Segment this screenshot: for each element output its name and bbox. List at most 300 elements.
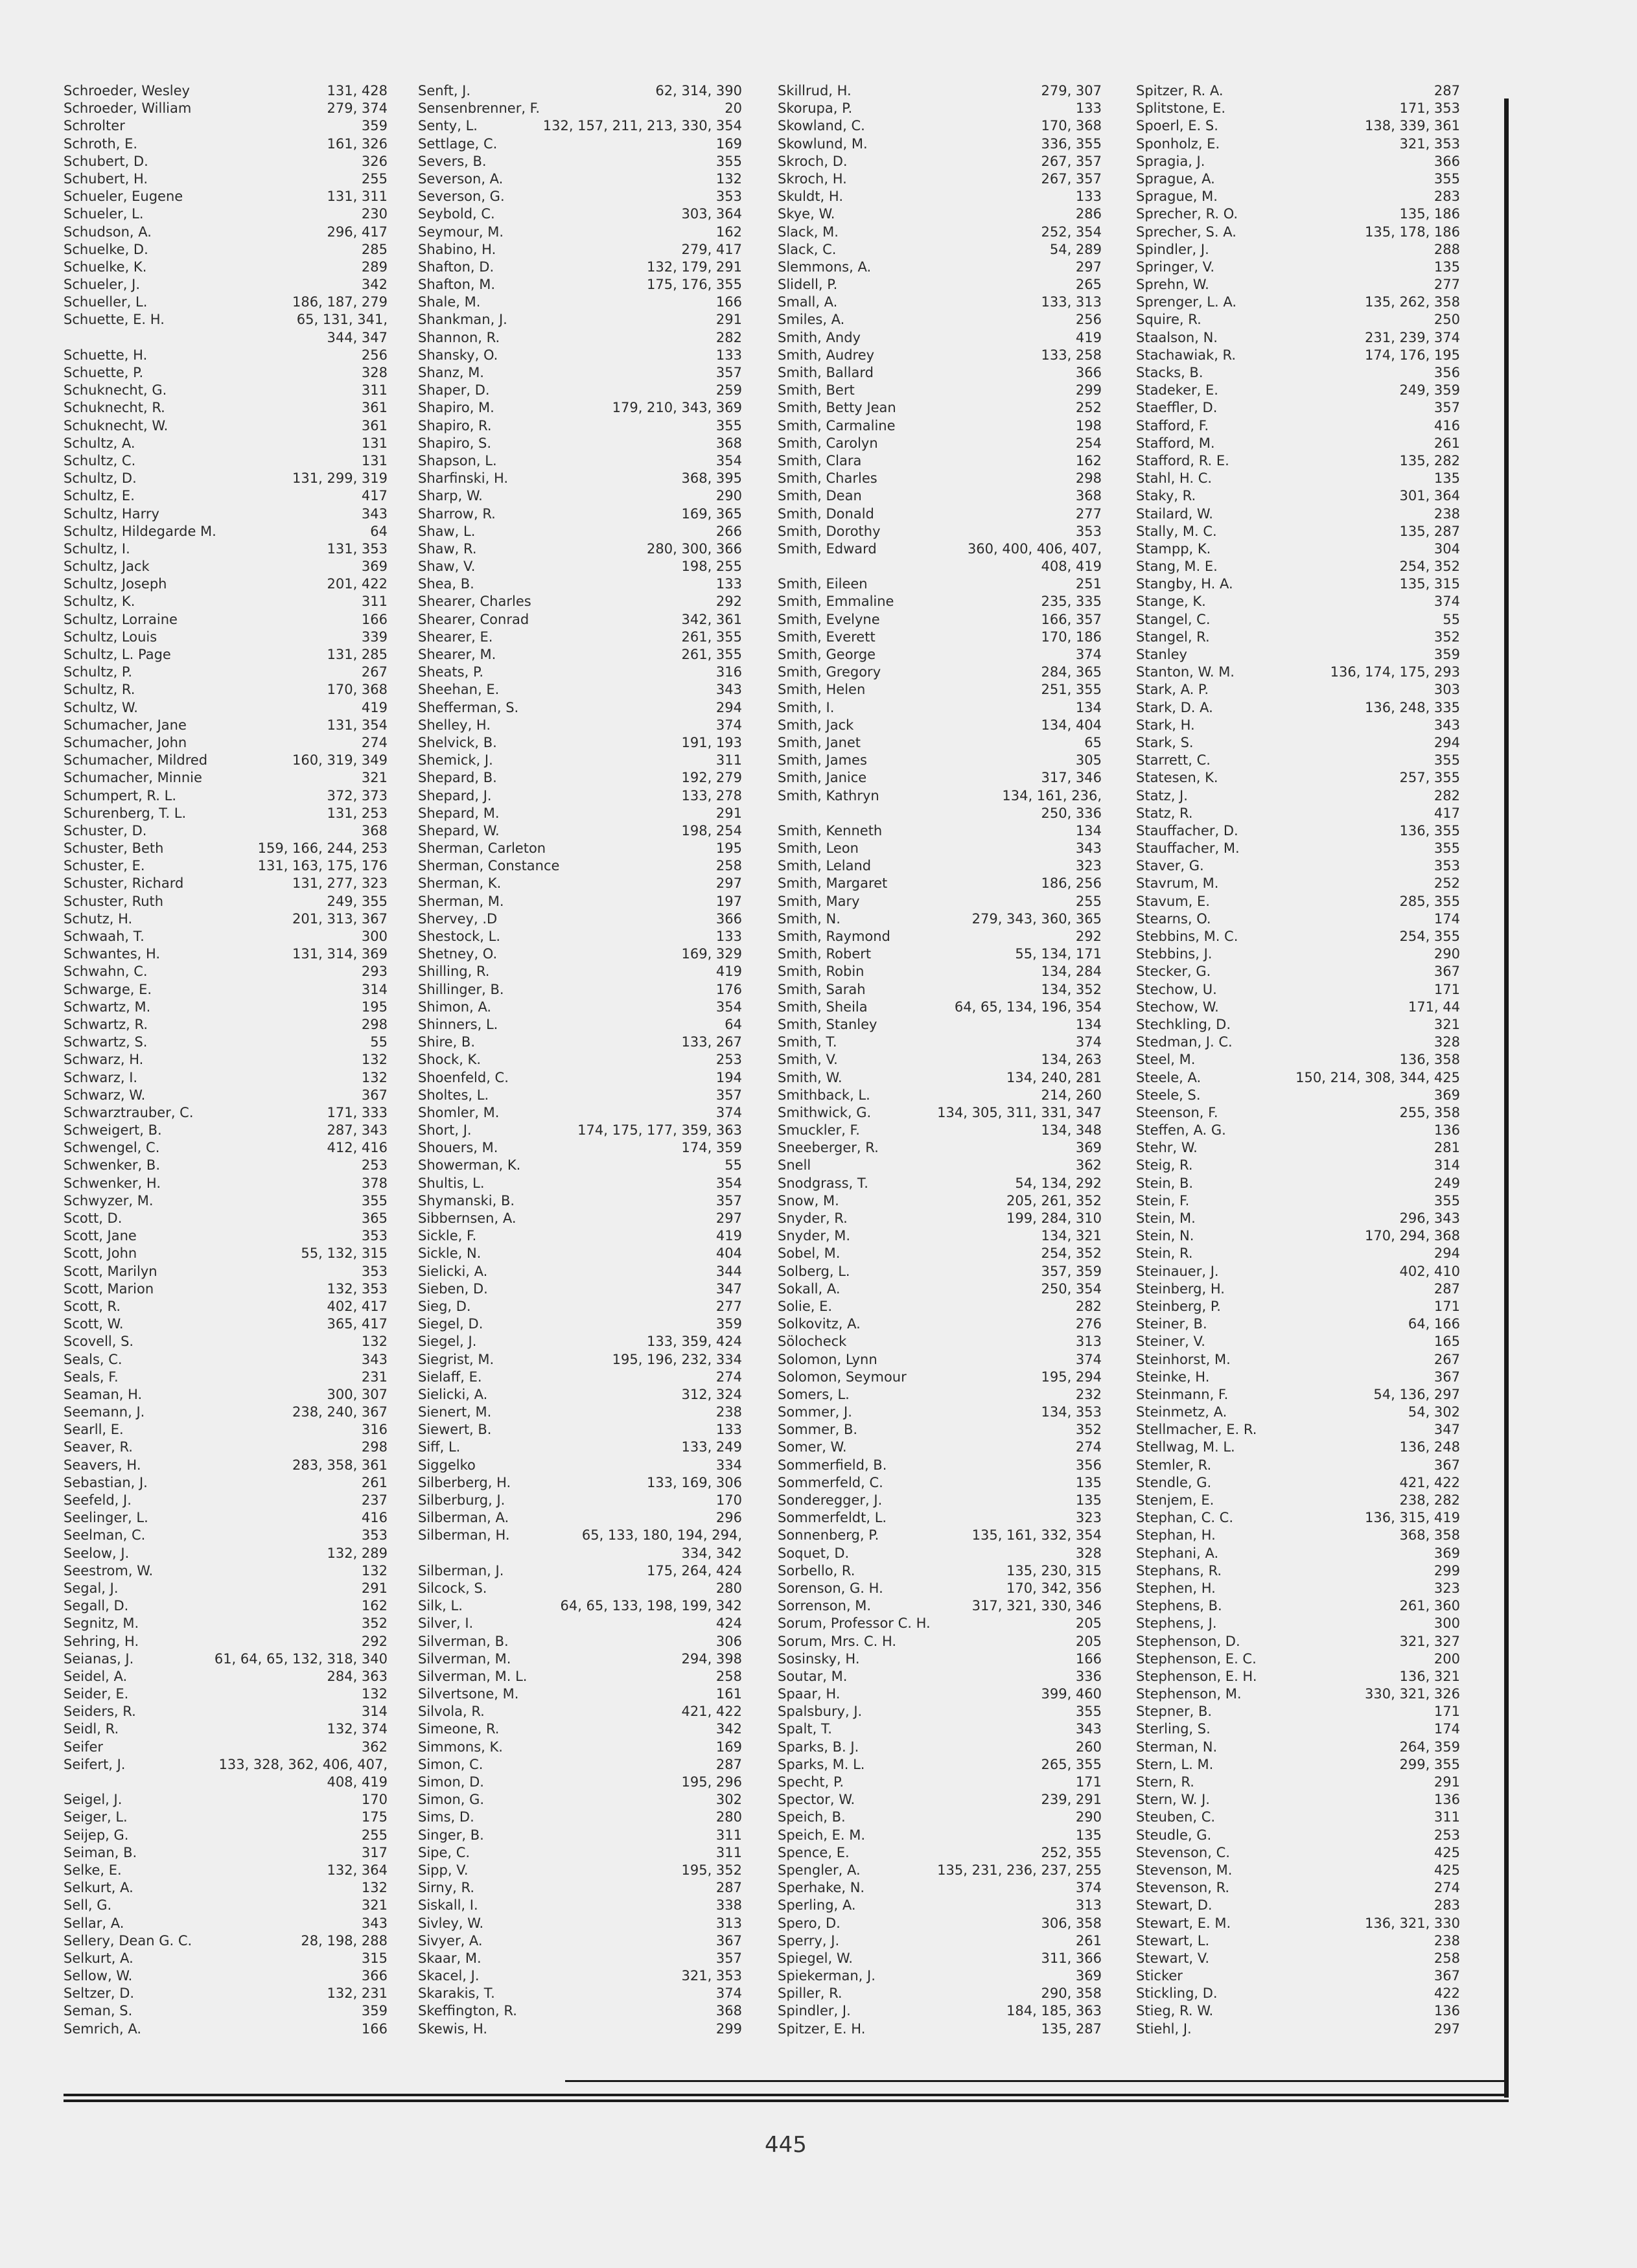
index-entry — [64, 787, 388, 805]
entry-pages: 131, 311 — [327, 189, 388, 205]
entry-pages: 355 — [361, 1192, 388, 1209]
entry-pages: 131, 285 — [327, 647, 388, 663]
entry-pages: 317, 346 — [1041, 770, 1102, 786]
entry-pages: 311 — [361, 382, 388, 399]
entry-name: Splitstone, E. — [1136, 100, 1226, 117]
entry-name: Sellow, W. — [64, 1968, 133, 1984]
index-entry — [1136, 540, 1460, 558]
index-entry — [778, 699, 1102, 717]
index-entry — [418, 805, 742, 822]
entry-name: Sellar, A. — [64, 1915, 124, 1931]
index-entry — [1136, 1791, 1460, 1809]
entry-pages: 251, 355 — [1041, 682, 1102, 698]
index-entry — [418, 1369, 742, 1386]
entry-name: Sorum, Professor C. H. — [778, 1615, 931, 1632]
entry-pages-continued: 250, 336 — [1041, 805, 1102, 821]
index-entry — [64, 1439, 388, 1456]
index-entry — [64, 822, 388, 840]
entry-name: Schumpert, R. L. — [64, 787, 176, 804]
entry-name: Sienert, M. — [418, 1404, 492, 1420]
index-entry — [778, 1157, 1102, 1174]
entry-name: Specht, P. — [778, 1774, 844, 1790]
entry-name: Sticker — [1136, 1968, 1183, 1984]
index-entry — [418, 717, 742, 734]
entry-name: Settlage, C. — [418, 135, 498, 152]
entry-pages: 55, 132, 315 — [301, 1245, 388, 1262]
entry-pages: 366 — [715, 910, 742, 927]
entry-name: Sprague, A. — [1136, 170, 1215, 187]
entry-name: Steinberg, H. — [1136, 1280, 1225, 1297]
entry-pages: 317, 321, 330, 346 — [971, 1598, 1102, 1614]
entry-name: Sterman, N. — [1136, 1739, 1218, 1755]
index-entry — [778, 717, 1102, 734]
entry-pages: 171, 333 — [327, 1104, 388, 1120]
entry-name: Stauffacher, M. — [1136, 840, 1240, 857]
entry-pages: 288 — [1434, 241, 1460, 257]
entry-name: Schuelke, K. — [64, 259, 147, 275]
entry-name: Schueler, L. — [64, 206, 144, 222]
entry-name: Sparks, M. L. — [778, 1756, 865, 1772]
entry-pages: 321, 327 — [1399, 1633, 1460, 1649]
entry-pages: 297 — [1075, 259, 1102, 275]
entry-pages: 214, 260 — [1041, 1087, 1102, 1103]
index-column-2 — [418, 82, 742, 2038]
entry-name: Silk, L. — [418, 1598, 463, 1614]
entry-name: Smith, Leon — [778, 840, 859, 857]
index-entry — [64, 1298, 388, 1315]
entry-name: Simeone, R. — [418, 1721, 500, 1737]
entry-pages: 359 — [361, 118, 388, 134]
entry-name: Smith, Stanley — [778, 1016, 877, 1032]
index-entry — [778, 1104, 1102, 1122]
entry-pages: 283, 358, 361 — [292, 1457, 388, 1473]
entry-name: Sparks, B. J. — [778, 1739, 859, 1755]
index-entry — [64, 364, 388, 382]
index-entry — [418, 1756, 742, 1774]
entry-pages: 267 — [1434, 1351, 1460, 1367]
entry-pages: 133, 313 — [1041, 294, 1102, 310]
index-entry — [64, 1844, 388, 1862]
entry-pages: 64, 166 — [1408, 1316, 1460, 1332]
index-entry — [1136, 1650, 1460, 1668]
entry-pages: 171, 44 — [1408, 999, 1460, 1015]
entry-pages: 133 — [715, 1422, 742, 1438]
entry-name: Senty, L. — [418, 118, 478, 134]
entry-name: Schweigert, B. — [64, 1122, 162, 1139]
entry-name: Steenson, F. — [1136, 1104, 1218, 1120]
index-entry — [1136, 1351, 1460, 1369]
entry-pages: 162 — [361, 1598, 388, 1614]
index-entry — [1136, 241, 1460, 259]
entry-pages: 54, 134, 292 — [1015, 1175, 1102, 1191]
index-entry — [64, 224, 388, 241]
entry-name: Small, A. — [778, 294, 838, 310]
entry-name: Schwartz, R. — [64, 1016, 148, 1032]
entry-pages: 136, 321, 330 — [1365, 1915, 1460, 1931]
entry-pages: 343 — [1075, 840, 1102, 857]
index-entry — [64, 928, 388, 945]
entry-pages: 136, 248, 335 — [1365, 699, 1460, 715]
entry-name: Staver, G. — [1136, 858, 1204, 874]
index-entry — [778, 399, 1102, 417]
entry-pages: 160, 319, 349 — [292, 752, 388, 769]
entry-name: Skroch, H. — [778, 170, 847, 187]
entry-pages: 253 — [715, 1052, 742, 1068]
entry-name: Snell — [778, 1157, 811, 1174]
entry-name: Smith, Leland — [778, 858, 872, 874]
entry-pages: 261 — [1434, 435, 1460, 451]
entry-pages: 159, 166, 244, 253 — [257, 840, 388, 857]
entry-name: Short, J. — [418, 1122, 472, 1139]
index-entry — [418, 593, 742, 610]
index-entry — [778, 664, 1102, 681]
entry-name: Sherman, Carleton — [418, 840, 546, 857]
entry-pages: 330, 321, 326 — [1365, 1686, 1460, 1702]
index-entry — [1136, 1016, 1460, 1034]
entry-name: Stebbins, J. — [1136, 946, 1213, 962]
entry-pages: 419 — [715, 964, 742, 980]
entry-pages: 352 — [1075, 1422, 1102, 1438]
entry-pages: 171 — [1434, 1298, 1460, 1314]
index-entry — [778, 1615, 1102, 1632]
entry-name: Staalson, N. — [1136, 329, 1218, 345]
index-entry — [64, 1157, 388, 1174]
entry-pages: 291 — [715, 805, 742, 821]
entry-name: Soutar, M. — [778, 1668, 848, 1684]
entry-pages: 170, 368 — [1041, 118, 1102, 134]
index-entry — [1136, 822, 1460, 840]
index-entry — [1136, 259, 1460, 276]
entry-pages: 195 — [361, 999, 388, 1015]
index-entry — [64, 910, 388, 928]
index-entry — [1136, 523, 1460, 540]
entry-name: Steinke, H. — [1136, 1369, 1210, 1385]
entry-pages: 357 — [715, 1087, 742, 1103]
index-entry — [778, 1175, 1102, 1192]
entry-pages: 369 — [1434, 1545, 1460, 1561]
entry-pages: 357 — [1434, 400, 1460, 416]
entry-name: Silberman, H. — [418, 1527, 510, 1544]
entry-pages: 201, 313, 367 — [292, 910, 388, 927]
index-entry — [1136, 1298, 1460, 1315]
entry-pages: 280 — [715, 1809, 742, 1825]
entry-name: Searll, E. — [64, 1422, 124, 1438]
index-entry — [64, 1950, 388, 1967]
entry-pages: 135, 186 — [1399, 206, 1460, 222]
entry-name: Sperry, J. — [778, 1932, 840, 1949]
entry-pages: 131 — [361, 435, 388, 451]
entry-pages: 280, 300, 366 — [647, 540, 742, 557]
index-entry — [418, 752, 742, 769]
entry-name: Smith, George — [778, 647, 876, 663]
entry-name: Stern, R. — [1136, 1774, 1194, 1790]
index-entry — [1136, 1227, 1460, 1245]
entry-pages: 367 — [1434, 964, 1460, 980]
index-entry — [1136, 1668, 1460, 1685]
entry-pages: 175 — [361, 1809, 388, 1825]
entry-pages: 367 — [1434, 1457, 1460, 1473]
index-entry — [64, 1720, 388, 1738]
index-entry — [418, 1509, 742, 1527]
entry-name: Siff, L. — [418, 1439, 461, 1455]
index-entry — [64, 1315, 388, 1333]
entry-name: Stangel, C. — [1136, 611, 1211, 627]
entry-name: Sirny, R. — [418, 1880, 475, 1896]
entry-name: Sibbernsen, A. — [418, 1210, 517, 1226]
index-entry — [418, 1069, 742, 1087]
entry-name: Sickle, F. — [418, 1228, 477, 1244]
index-entry — [418, 1122, 742, 1139]
entry-pages: 132, 374 — [327, 1721, 388, 1737]
index-entry — [778, 82, 1102, 100]
index-entry — [64, 435, 388, 452]
entry-pages: 255, 358 — [1399, 1104, 1460, 1120]
entry-pages: 419 — [361, 699, 388, 715]
index-entry — [418, 417, 742, 435]
index-entry — [778, 1932, 1102, 1950]
index-entry — [64, 629, 388, 646]
index-entry — [778, 769, 1102, 787]
entry-name: Statz, R. — [1136, 805, 1193, 821]
entry-name: Silcock, S. — [418, 1580, 487, 1596]
entry-name: Stepner, B. — [1136, 1704, 1213, 1720]
entry-pages: 366 — [361, 1968, 388, 1984]
entry-pages: 287 — [1434, 83, 1460, 98]
entry-pages: 133, 267 — [681, 1034, 742, 1050]
index-entry — [418, 1720, 742, 1738]
index-entry — [1136, 294, 1460, 311]
entry-name: Shinners, L. — [418, 1016, 498, 1032]
index-entry — [1136, 857, 1460, 875]
entry-name: Silverman, B. — [418, 1633, 509, 1649]
index-entry — [778, 875, 1102, 892]
index-entry — [64, 1369, 388, 1386]
index-entry — [1136, 170, 1460, 188]
entry-pages: 254 — [1075, 435, 1102, 451]
index-entry — [1136, 1069, 1460, 1087]
entry-pages: 419 — [1075, 329, 1102, 345]
entry-pages: 201, 422 — [327, 576, 388, 592]
index-entry — [778, 1227, 1102, 1245]
entry-pages: 250 — [1434, 312, 1460, 328]
index-entry — [64, 1527, 388, 1544]
entry-name: Scott, John — [64, 1245, 137, 1262]
entry-name: Schultz, P. — [64, 664, 133, 680]
entry-name: Sims, D. — [418, 1809, 474, 1825]
index-entry — [778, 1245, 1102, 1262]
entry-name: Selkurt, A. — [64, 1880, 134, 1896]
index-entry — [64, 1985, 388, 2002]
index-entry — [778, 1703, 1102, 1720]
entry-pages: 133, 328, 362, 406, 407, — [218, 1756, 388, 1772]
entry-name: Spitzer, E. H. — [778, 2020, 866, 2037]
entry-name: Schuster, Richard — [64, 875, 184, 892]
entry-pages: 422 — [1434, 1985, 1460, 2002]
index-entry — [64, 805, 388, 822]
entry-pages: 174, 176, 195 — [1365, 347, 1460, 363]
entry-pages: 171 — [1075, 1774, 1102, 1790]
entry-pages: 298 — [361, 1439, 388, 1455]
index-entry — [64, 1509, 388, 1527]
entry-pages: 65, 131, 341, — [296, 312, 388, 328]
entry-pages: 343 — [361, 1351, 388, 1367]
index-entry — [1136, 82, 1460, 100]
index-entry — [1136, 1633, 1460, 1650]
entry-pages: 133, 169, 306 — [647, 1474, 742, 1490]
entry-pages: 374 — [1075, 1351, 1102, 1367]
index-entry — [418, 734, 742, 752]
index-entry — [778, 452, 1102, 470]
index-entry — [64, 593, 388, 610]
index-entry — [64, 1104, 388, 1122]
entry-pages: 317 — [361, 1844, 388, 1860]
index-entry — [64, 1791, 388, 1809]
entry-name: Smith, V. — [778, 1052, 838, 1068]
entry-name: Stavum, E. — [1136, 893, 1210, 909]
index-entry — [64, 1210, 388, 1227]
index-entry — [778, 928, 1102, 945]
index-entry — [778, 1139, 1102, 1157]
index-entry — [418, 769, 742, 787]
index-entry — [778, 1915, 1102, 1932]
entry-name: Segnitz, M. — [64, 1615, 139, 1632]
entry-pages: 417 — [1434, 805, 1460, 821]
index-entry — [778, 1051, 1102, 1069]
index-entry — [64, 1139, 388, 1157]
entry-name: Shankman, J. — [418, 312, 507, 328]
entry-pages: 169, 329 — [681, 946, 742, 962]
entry-name: Shabino, H. — [418, 241, 496, 257]
entry-pages: 366 — [1075, 365, 1102, 380]
index-entry — [1136, 1280, 1460, 1298]
index-entry — [64, 311, 388, 346]
entry-pages: 132 — [715, 170, 742, 187]
entry-pages: 195, 196, 232, 334 — [612, 1351, 742, 1367]
entry-name: Sprague, M. — [1136, 189, 1218, 205]
entry-pages: 198, 254 — [681, 822, 742, 839]
entry-name: Schultz, Harry — [64, 505, 159, 522]
entry-pages: 314 — [361, 981, 388, 997]
entry-name: Shultis, L. — [418, 1175, 485, 1191]
index-entry — [778, 1985, 1102, 2002]
entry-name: Smith, N. — [778, 910, 841, 927]
entry-pages: 249 — [1434, 1175, 1460, 1191]
entry-pages: 254, 355 — [1399, 929, 1460, 944]
entry-name: Shock, K. — [418, 1052, 481, 1068]
entry-name: Stanton, W. M. — [1136, 664, 1235, 680]
entry-name: Seestrom, W. — [64, 1562, 154, 1579]
index-column-4 — [1136, 82, 1460, 2038]
index-entry — [418, 1985, 742, 2002]
index-entry — [1136, 329, 1460, 347]
index-entry — [778, 629, 1102, 646]
index-entry — [1136, 717, 1460, 734]
entry-pages: 311 — [361, 594, 388, 610]
index-entry — [778, 1720, 1102, 1738]
entry-pages: 353 — [1434, 858, 1460, 874]
entry-name: Stampp, K. — [1136, 540, 1211, 557]
index-entry — [418, 1844, 742, 1862]
index-entry — [64, 241, 388, 259]
entry-name: Shetney, O. — [418, 946, 498, 962]
index-entry — [418, 1739, 742, 1756]
entry-pages: 287, 343 — [327, 1122, 388, 1139]
entry-pages: 284, 365 — [1041, 664, 1102, 680]
index-entry — [1136, 470, 1460, 487]
entry-name: Schubert, H. — [64, 170, 148, 187]
index-entry — [64, 100, 388, 117]
entry-name: Segal, J. — [64, 1580, 119, 1596]
index-entry — [778, 1122, 1102, 1139]
index-entry — [418, 1615, 742, 1632]
index-entry — [64, 1879, 388, 1897]
entry-pages: 64 — [370, 523, 388, 539]
index-entry — [1136, 153, 1460, 170]
entry-pages: 136 — [1434, 1792, 1460, 1808]
entry-name: Siskall, I. — [418, 1897, 478, 1914]
entry-pages: 258 — [715, 1668, 742, 1684]
index-entry — [64, 575, 388, 593]
entry-name: Schultz, Joseph — [64, 576, 167, 592]
entry-name: Sipe, C. — [418, 1844, 470, 1860]
entry-name: Smith, Edward — [778, 540, 877, 557]
entry-name: Skillrud, H. — [778, 83, 852, 98]
index-entry — [778, 1509, 1102, 1527]
entry-name: Smith, Donald — [778, 505, 874, 522]
index-entry — [1136, 787, 1460, 805]
index-entry — [1136, 1104, 1460, 1122]
entry-pages: 354 — [715, 999, 742, 1015]
index-entry — [1136, 1122, 1460, 1139]
index-entry — [1136, 1210, 1460, 1227]
entry-pages: 279, 307 — [1041, 83, 1102, 98]
entry-pages: 258 — [1434, 1950, 1460, 1966]
entry-name: Stadeker, E. — [1136, 382, 1218, 399]
index-entry — [1136, 945, 1460, 963]
entry-pages: 299, 355 — [1399, 1756, 1460, 1772]
entry-name: Smith, Bert — [778, 382, 855, 399]
entry-pages: 282 — [1434, 787, 1460, 804]
index-entry — [778, 1333, 1102, 1350]
entry-name: Scott, Jane — [64, 1228, 137, 1244]
index-entry — [778, 1492, 1102, 1509]
index-entry — [778, 981, 1102, 999]
entry-name: Silverman, M. L. — [418, 1668, 528, 1684]
entry-pages: 362 — [1075, 1157, 1102, 1174]
index-entry — [64, 1333, 388, 1350]
entry-pages: 170 — [361, 1792, 388, 1808]
entry-name: Shymanski, B. — [418, 1192, 515, 1209]
entry-name: Seaman, H. — [64, 1386, 143, 1402]
entry-pages: 314 — [361, 1704, 388, 1720]
entry-pages: 150, 214, 308, 344, 425 — [1295, 1069, 1460, 1085]
entry-pages: 344 — [715, 1263, 742, 1279]
entry-pages: 134, 348 — [1041, 1122, 1102, 1139]
entry-name: Sehring, H. — [64, 1633, 139, 1649]
entry-name: Spaar, H. — [778, 1686, 841, 1702]
entry-name: Stahl, H. C. — [1136, 470, 1213, 487]
entry-pages: 416 — [361, 1510, 388, 1526]
index-entry — [418, 1157, 742, 1174]
index-entry — [778, 1809, 1102, 1826]
index-entry — [418, 1685, 742, 1703]
entry-name: Schwarztrauber, C. — [64, 1104, 194, 1120]
index-entry — [64, 1739, 388, 1756]
entry-pages: 303, 364 — [681, 206, 742, 222]
entry-name: Sölocheck — [778, 1334, 847, 1350]
entry-name: Sieben, D. — [418, 1280, 488, 1297]
index-entry — [1136, 1879, 1460, 1897]
